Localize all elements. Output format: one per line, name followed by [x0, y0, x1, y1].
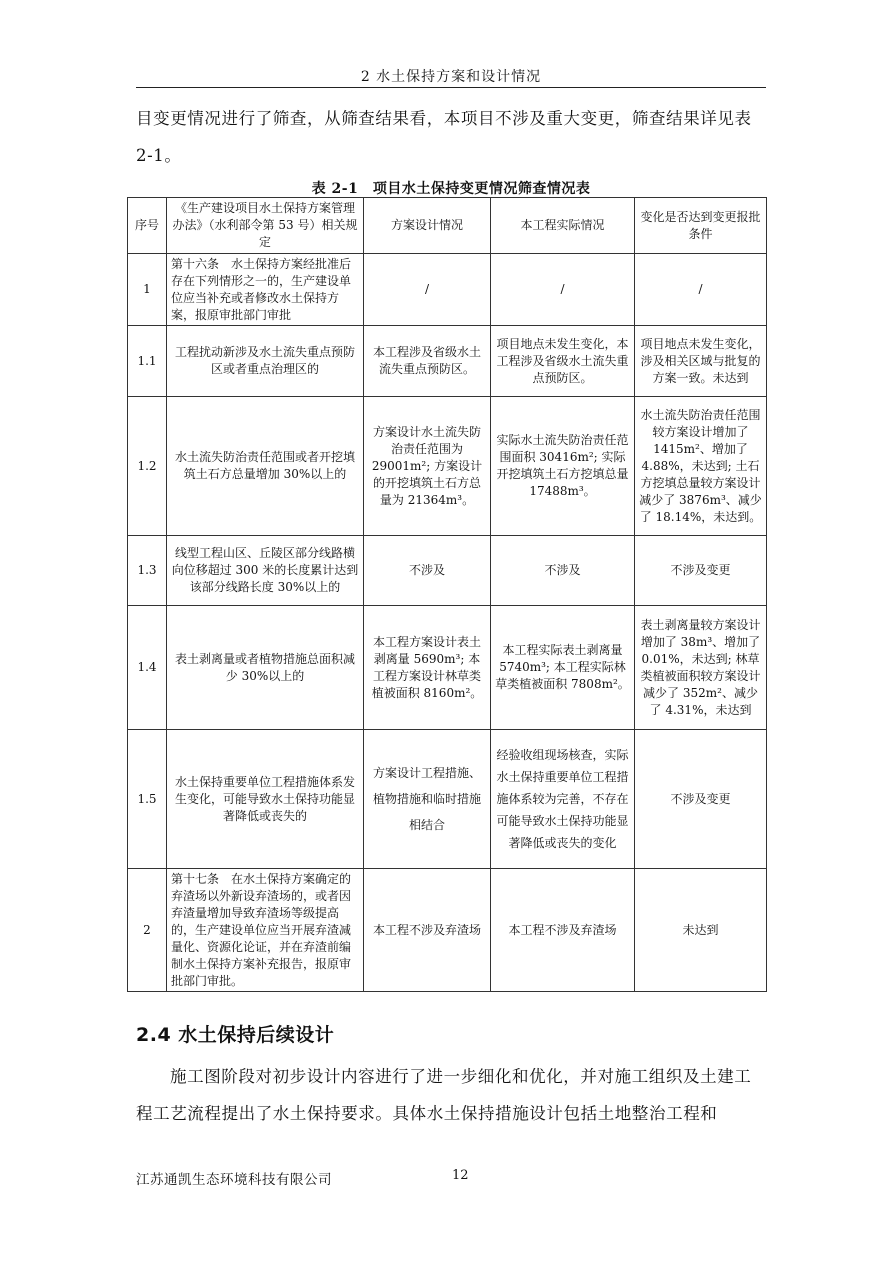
row-index: 1.2 — [128, 397, 167, 536]
row-actual: 实际水土流失防治责任范围面积 30416m²; 实际开挖填筑土石方挖填总量 17488m³。 — [491, 397, 635, 536]
row-actual: / — [491, 254, 635, 326]
row-actual: 不涉及 — [491, 536, 635, 606]
row-plan: 方案设计水土流失防治责任范围为 29001m²; 方案设计的开挖填筑土石方总量为 21364m³。 — [364, 397, 491, 536]
header-cell-change: 变化是否达到变更报批条件 — [635, 198, 767, 254]
row-actual: 本工程实际表土剥离量 5740m³; 本工程实际林草类植被面积 7808m²。 — [491, 606, 635, 730]
page-number: 12 — [452, 1168, 469, 1183]
row-index: 2 — [128, 869, 167, 992]
row-actual: 经验收组现场核查，实际水土保持重要单位工程措施体系较为完善，不存在可能导致水土保持功能显著降低或丧失的变化 — [491, 730, 635, 869]
header-cell-actual: 本工程实际情况 — [491, 198, 635, 254]
row-regulation: 水土流失防治责任范围或者开挖填筑土石方总量增加 30%以上的 — [167, 397, 364, 536]
row-plan: / — [364, 254, 491, 326]
row-regulation: 水土保持重要单位工程措施体系发生变化，可能导致水土保持功能显著降低或丧失的 — [167, 730, 364, 869]
footer-company: 江苏通凯生态环境科技有限公司 — [136, 1172, 332, 1188]
table-row — [128, 536, 767, 606]
header-cell-regulation: 《生产建设项目水土保持方案管理办法》（水利部令第 53 号）相关规定 — [167, 198, 364, 254]
section-paragraph: 施工图阶段对初步设计内容进行了进一步细化和优化，并对施工组织及土建工程工艺流程提出了水土保持要求。具体水土保持措施设计包括土地整治工程和 — [136, 1067, 752, 1123]
section-title: 2.4 水土保持后续设计 — [136, 1024, 335, 1046]
header-cell-index: 序号 — [128, 198, 167, 254]
table-caption: 表 2-1 项目水土保持变更情况筛查情况表 — [311, 181, 591, 197]
row-actual: 本工程不涉及弃渣场 — [491, 869, 635, 992]
row-regulation: 工程扰动新涉及水土流失重点预防区或者重点治理区的 — [167, 326, 364, 397]
row-index: 1.4 — [128, 606, 167, 730]
row-change: 不涉及变更 — [635, 730, 767, 869]
row-change: / — [635, 254, 767, 326]
page-header: 2 水土保持方案和设计情况 — [360, 69, 542, 85]
row-change: 项目地点未发生变化，涉及相关区域与批复的方案一致。未达到 — [635, 326, 767, 397]
change-screening-table — [127, 197, 767, 992]
row-actual: 项目地点未发生变化，本工程涉及省级水土流失重点预防区。 — [491, 326, 635, 397]
row-index: 1.1 — [128, 326, 167, 397]
row-change: 未达到 — [635, 869, 767, 992]
row-change: 不涉及变更 — [635, 536, 767, 606]
table-row — [128, 326, 767, 397]
row-regulation: 第十六条 水土保持方案经批准后存在下列情形之一的，生产建设单位应当补充或者修改水土保持方案，报原审批部门审批 — [167, 254, 364, 326]
table-row — [128, 397, 767, 536]
row-regulation: 第十七条 在水土保持方案确定的弃渣场以外新设弃渣场的，或者因弃渣量增加导致弃渣场等级提高的，生产建设单位应当开展弃渣减量化、资源化论证，并在弃渣前编制水土保持方案补充报告，报原审批部门审批。 — [167, 869, 364, 992]
row-index: 1.5 — [128, 730, 167, 869]
table-row — [128, 254, 767, 326]
table-row — [128, 869, 767, 992]
header-cell-plan: 方案设计情况 — [364, 198, 491, 254]
row-plan: 方案设计工程措施、植物措施和临时措施相结合 — [364, 730, 491, 869]
table-row — [128, 606, 767, 730]
row-plan: 本工程涉及省级水土流失重点预防区。 — [364, 326, 491, 397]
row-plan: 本工程方案设计表土剥离量 5690m³; 本工程方案设计林草类植被面积 8160m²。 — [364, 606, 491, 730]
row-regulation: 线型工程山区、丘陵区部分线路横向位移超过 300 米的长度累计达到该部分线路长度 30%以上的 — [167, 536, 364, 606]
row-index: 1 — [128, 254, 167, 326]
row-change: 水土流失防治责任范围较方案设计增加了 1415m²、增加了 4.88%，未达到; 土石方挖填总量较方案设计减少了 3876m³、减少了 18.14%，未达到。 — [635, 397, 767, 536]
header-rule — [136, 87, 766, 88]
intro-paragraph: 目变更情况进行了筛查，从筛查结果看，本项目不涉及重大变更，筛查结果详见表 2-1。 — [136, 109, 752, 165]
row-plan: 不涉及 — [364, 536, 491, 606]
row-change: 表土剥离量较方案设计增加了 38m³、增加了 0.01%，未达到; 林草类植被面积较方案设计减少了 352m²、减少了 4.31%，未达到 — [635, 606, 767, 730]
row-plan: 本工程不涉及弃渣场 — [364, 869, 491, 992]
table-header-row — [128, 198, 767, 254]
row-regulation: 表土剥离量或者植物措施总面积减少 30%以上的 — [167, 606, 364, 730]
row-index: 1.3 — [128, 536, 167, 606]
table-row — [128, 730, 767, 869]
